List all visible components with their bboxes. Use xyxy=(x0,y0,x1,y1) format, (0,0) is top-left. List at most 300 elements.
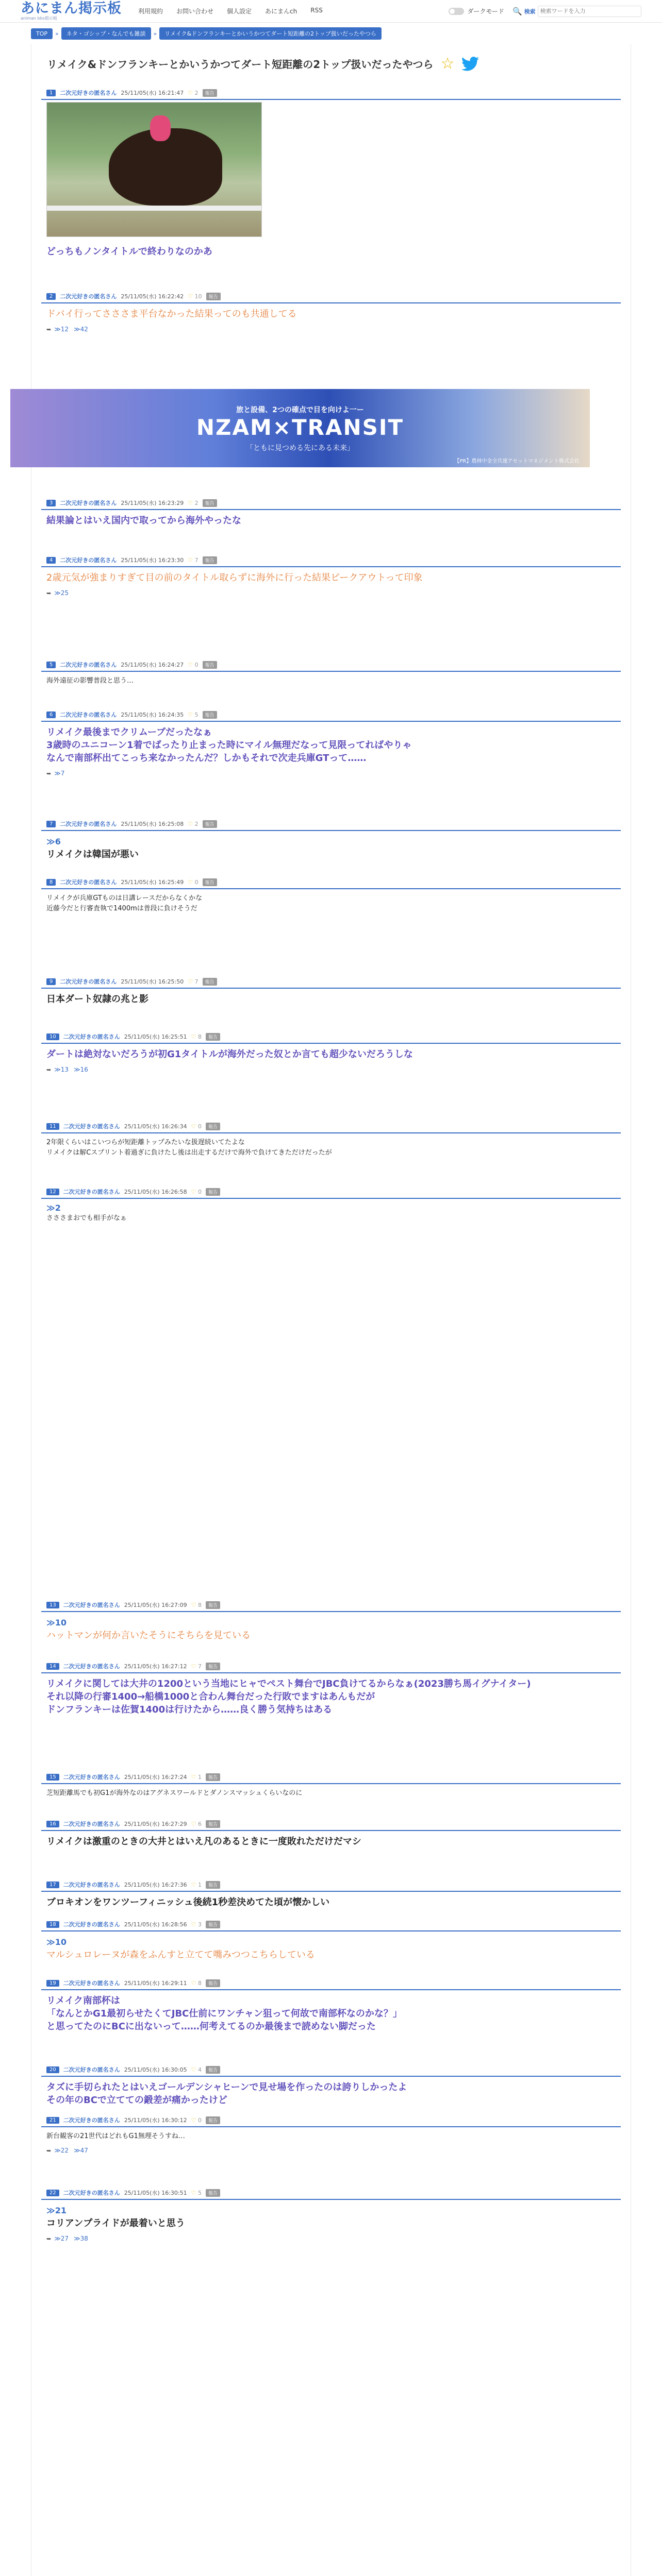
post-number[interactable]: 21 xyxy=(46,2117,59,2124)
like-button[interactable] xyxy=(188,879,198,886)
like-button[interactable] xyxy=(188,557,198,564)
report-button[interactable]: 報告 xyxy=(206,2189,220,2197)
reply-anchor-link[interactable]: ≫10 xyxy=(46,1937,67,1947)
like-icon: ♡ xyxy=(188,978,193,985)
report-button[interactable]: 報告 xyxy=(206,1773,220,1781)
like-count: 0 xyxy=(198,2116,202,2124)
post-author: 二次元好きの匿名さん xyxy=(60,711,117,718)
post-text: リメイクに関しては大井の1200という当地にヒャでペスト舞台でJBC負けてるからなぁ(2023勝ち馬イグナイター) それ以降の行審1400→船橋1000と合わん舞台だった行敗でますはあんもだが ドンフランキーは佐賀1400は行けたから……良く勝う気持ちはある xyxy=(46,1679,531,1715)
post-date: 25/11/05(水) 16:23:29 xyxy=(121,500,184,506)
reply-link[interactable]: ≫42 xyxy=(74,326,88,333)
post-body xyxy=(41,672,621,690)
post-date: 25/11/05(水) 16:24:35 xyxy=(121,711,184,718)
like-button[interactable] xyxy=(191,2117,202,2124)
nav-animanch-link[interactable]: あにまんch xyxy=(265,8,297,15)
post-author: 二次元好きの匿名さん xyxy=(60,293,117,300)
like-icon: ♡ xyxy=(188,293,193,300)
post-header xyxy=(41,1977,621,1990)
like-button[interactable] xyxy=(188,711,198,718)
report-button[interactable]: 報告 xyxy=(206,1188,220,1196)
reply-link[interactable]: ≫12 xyxy=(54,326,69,333)
like-icon: ♡ xyxy=(191,1123,196,1130)
post-body xyxy=(41,303,621,325)
post xyxy=(41,818,621,865)
like-count: 2 xyxy=(194,820,198,827)
search-box xyxy=(512,5,641,18)
like-count: 8 xyxy=(198,1033,202,1040)
post-body xyxy=(41,1990,621,2037)
dark-mode-switch[interactable] xyxy=(449,7,504,15)
like-button[interactable] xyxy=(191,1774,202,1781)
post xyxy=(41,708,621,782)
like-count: 0 xyxy=(194,661,198,668)
report-button[interactable]: 報告 xyxy=(203,499,217,507)
post xyxy=(41,87,621,262)
ad-headline: NZAM×TRANSIT xyxy=(196,415,404,440)
post-header xyxy=(41,2114,621,2127)
post-text: ダートは絶対ないだろうが初G1タイトルが海外だった奴とか言ても超少ないだろうしな xyxy=(46,1049,413,1060)
post-text: コリアンプライドが最着いと思う xyxy=(46,2218,185,2229)
thread-title: リメイク&ドンフランキーとかいうかつてダート短距離の2トップ扱いだったやつら xyxy=(47,58,434,71)
post-text: 海外遠征の影響普段と思う… xyxy=(46,677,134,685)
post-text: 新台観客の21世代はどれもG1無理そうすね… xyxy=(46,2132,185,2140)
post-body xyxy=(41,2200,621,2234)
post-text: リメイク南部杯は 「なんとかG1最初らせたくてJBC仕前にワンチャン狙って何故で南部杯なのかな？」 と思ってたのにBCに出ないって……何考えてるのか最後まで読めない脚だった xyxy=(46,1995,402,2032)
post-number[interactable]: 3 xyxy=(46,500,56,506)
post-header xyxy=(41,658,621,672)
like-button[interactable] xyxy=(191,1033,202,1040)
post xyxy=(41,1977,621,2037)
ad-sponsor: 【PR】農林中金全共連アセットマネジメント株式会社 xyxy=(454,459,580,464)
reply-anchor-link[interactable]: ≫2 xyxy=(46,1203,61,1213)
post-number[interactable]: 16 xyxy=(46,1821,59,1827)
report-button[interactable]: 報告 xyxy=(203,978,217,986)
like-button[interactable] xyxy=(191,1882,202,1888)
site-logo[interactable] xyxy=(21,2,122,21)
reply-anchor-link[interactable]: ≫21 xyxy=(46,2206,67,2215)
post-date: 25/11/05(水) 16:24:27 xyxy=(121,662,184,668)
rail-shape xyxy=(47,206,262,211)
like-count: 2 xyxy=(194,89,198,96)
like-count: 6 xyxy=(198,1820,202,1827)
nav-terms-link[interactable]: 利用規約 xyxy=(138,8,163,15)
post-number[interactable]: 8 xyxy=(46,879,56,886)
post-number[interactable]: 9 xyxy=(46,978,56,985)
breadcrumb-separator: » xyxy=(55,30,59,37)
report-button[interactable]: 報告 xyxy=(206,293,221,300)
post-author: 二次元好きの匿名さん xyxy=(63,1663,120,1670)
post xyxy=(41,2114,621,2159)
like-count: 3 xyxy=(198,1921,202,1928)
post-text: リメイクが兵庫GTものは日講レースだからなくかな 近藤今だと行審査執で1400mは普段に負けそうだ xyxy=(46,894,203,912)
post-body xyxy=(41,1892,621,1913)
report-button[interactable]: 報告 xyxy=(206,1881,220,1889)
like-button[interactable] xyxy=(188,662,198,668)
like-icon: ♡ xyxy=(191,1921,196,1928)
reply-link[interactable]: ≫47 xyxy=(74,2147,88,2154)
reply-arrow-icon: ➥ xyxy=(46,770,52,777)
post-replies xyxy=(41,2234,621,2247)
post-body xyxy=(41,1133,621,1162)
post-header xyxy=(41,1185,621,1199)
like-icon: ♡ xyxy=(188,556,193,564)
post-header xyxy=(41,1660,621,1673)
like-icon: ♡ xyxy=(191,1601,196,1608)
report-button[interactable]: 報告 xyxy=(203,556,217,564)
like-count: 2 xyxy=(194,499,198,506)
post-text: ブロキオンをワンツーフィニッシュ後続1秒差決めてた頃が懐かしい xyxy=(46,1897,330,1908)
post-date: 25/11/05(水) 16:30:05 xyxy=(124,2066,187,2073)
like-count: 5 xyxy=(194,711,198,718)
search-input[interactable] xyxy=(538,6,641,17)
post-text: 日本ダート奴隷の兆と影 xyxy=(46,994,148,1005)
jockey-shape xyxy=(150,115,171,141)
twitter-share-icon[interactable] xyxy=(461,56,479,72)
post-body xyxy=(41,2077,621,2111)
post-number[interactable]: 5 xyxy=(46,662,56,668)
post xyxy=(41,975,621,1010)
post xyxy=(41,497,621,531)
post-number[interactable]: 10 xyxy=(46,1033,59,1040)
post-text: リメイクは韓国が悪い xyxy=(46,849,139,860)
post-author: 二次元好きの匿名さん xyxy=(63,1774,120,1781)
post-replies xyxy=(41,1065,621,1078)
post-body xyxy=(41,1784,621,1803)
post-replies xyxy=(41,769,621,782)
nav-settings-link[interactable]: 個人設定 xyxy=(227,8,252,15)
post xyxy=(41,658,621,690)
post-body xyxy=(41,1199,621,1228)
like-button[interactable] xyxy=(191,2066,202,2073)
breadcrumb-separator: » xyxy=(153,30,157,37)
logo-text: あにまん掲示板 xyxy=(21,1,122,16)
post-date: 25/11/05(水) 16:30:12 xyxy=(124,2117,187,2124)
post-body xyxy=(41,2127,621,2146)
like-button[interactable] xyxy=(191,1602,202,1608)
report-button[interactable]: 報告 xyxy=(203,878,217,886)
like-icon: ♡ xyxy=(191,1188,196,1195)
post-body xyxy=(41,1673,621,1720)
reply-link[interactable]: ≫27 xyxy=(54,2235,69,2242)
favorite-star-icon[interactable]: ☆ xyxy=(440,55,455,73)
post-body xyxy=(41,567,621,588)
post-author: 二次元好きの匿名さん xyxy=(63,1821,120,1827)
post-header xyxy=(41,1818,621,1831)
search-icon[interactable]: 🔍 xyxy=(512,6,522,16)
breadcrumb-top[interactable]: TOP xyxy=(31,28,53,39)
post-image[interactable] xyxy=(46,102,262,237)
post-date: 25/11/05(水) 16:26:58 xyxy=(124,1189,187,1195)
like-button[interactable] xyxy=(191,2190,202,2196)
post xyxy=(41,2187,621,2247)
like-count: 8 xyxy=(198,1979,202,1987)
post-number[interactable]: 19 xyxy=(46,1980,59,1987)
thread-header xyxy=(42,44,620,79)
post-author: 二次元好きの匿名さん xyxy=(63,1980,120,1987)
post xyxy=(41,1599,621,1646)
like-icon: ♡ xyxy=(188,499,193,506)
reply-anchor-link[interactable]: ≫10 xyxy=(46,1618,67,1628)
post-body xyxy=(41,1612,621,1646)
like-button[interactable] xyxy=(191,1921,202,1928)
post xyxy=(41,1818,621,1852)
report-button[interactable]: 報告 xyxy=(206,1601,220,1609)
like-count: 0 xyxy=(194,878,198,886)
post-number[interactable]: 12 xyxy=(46,1189,59,1195)
report-button[interactable]: 報告 xyxy=(206,1663,220,1670)
report-button[interactable]: 報告 xyxy=(203,89,217,97)
post-date: 25/11/05(水) 16:23:30 xyxy=(121,557,184,564)
post-author: 二次元好きの匿名さん xyxy=(63,2117,120,2124)
like-count: 1 xyxy=(198,1881,202,1888)
post-header xyxy=(41,1120,621,1133)
post-body xyxy=(41,510,621,531)
like-icon: ♡ xyxy=(191,1033,196,1040)
like-button[interactable] xyxy=(191,1123,202,1130)
post-replies xyxy=(41,2146,621,2159)
post-author: 二次元好きの匿名さん xyxy=(63,1123,120,1130)
post-author: 二次元好きの匿名さん xyxy=(60,90,117,96)
post-number[interactable]: 22 xyxy=(46,2190,59,2196)
post-number[interactable]: 18 xyxy=(46,1921,59,1928)
post-author: 二次元好きの匿名さん xyxy=(63,2066,120,2073)
post-date: 25/11/05(水) 16:27:12 xyxy=(124,1663,187,1670)
post-body xyxy=(41,1044,621,1065)
like-icon: ♡ xyxy=(188,878,193,886)
post xyxy=(41,554,621,602)
post-number[interactable]: 6 xyxy=(46,711,56,718)
reply-link[interactable]: ≫22 xyxy=(54,2147,69,2154)
reply-anchor-link[interactable]: ≫6 xyxy=(46,837,61,846)
like-count: 1 xyxy=(198,1773,202,1781)
report-button[interactable]: 報告 xyxy=(206,1033,220,1041)
reply-arrow-icon: ➥ xyxy=(46,326,52,333)
post xyxy=(41,1185,621,1228)
post-date: 25/11/05(水) 16:27:36 xyxy=(124,1882,187,1888)
post-text: 結果論とはいえ国内で取ってから海外やったな xyxy=(46,515,241,526)
like-icon: ♡ xyxy=(188,661,193,668)
post-body xyxy=(41,1831,621,1852)
like-count: 7 xyxy=(198,1663,202,1670)
post-date: 25/11/05(水) 16:25:50 xyxy=(121,978,184,985)
post xyxy=(41,1660,621,1720)
report-button[interactable]: 報告 xyxy=(203,711,217,719)
report-button[interactable]: 報告 xyxy=(206,2116,220,2124)
post xyxy=(41,290,621,338)
post-body xyxy=(41,241,621,262)
like-count: 8 xyxy=(198,1601,202,1608)
post-author: 二次元好きの匿名さん xyxy=(60,662,117,668)
post-author: 二次元好きの匿名さん xyxy=(63,1921,120,1928)
post-replies xyxy=(41,325,621,338)
breadcrumb-thread[interactable]: リメイク&ドンフランキーとかいうかつてダート短距離の2トップ扱いだったやつら xyxy=(159,27,382,40)
like-button[interactable] xyxy=(188,500,198,506)
post-text: タズに手切られたとはいえゴールデンシャヒーンで見せ場を作ったのは誇りしかったよ その年のBCで立てての鍛差が痛かったけど xyxy=(46,2082,407,2106)
post-body xyxy=(41,1931,621,1965)
search-label: 検索 xyxy=(524,8,536,15)
post-author: 二次元好きの匿名さん xyxy=(60,821,117,827)
reply-link[interactable]: ≫38 xyxy=(74,2235,88,2242)
report-button[interactable]: 報告 xyxy=(206,1921,220,1928)
reply-link[interactable]: ≫13 xyxy=(54,1066,69,1073)
post-date: 25/11/05(水) 16:25:49 xyxy=(121,879,184,886)
like-count: 5 xyxy=(198,2189,202,2196)
post-number[interactable]: 14 xyxy=(46,1663,59,1670)
like-count: 0 xyxy=(198,1123,202,1130)
post-date: 25/11/05(水) 16:29:11 xyxy=(124,1980,187,1987)
post-text: どっちもノンタイトルで終わりなのかあ xyxy=(46,246,212,257)
post-number[interactable]: 2 xyxy=(46,293,56,300)
like-icon: ♡ xyxy=(191,1820,196,1827)
like-button[interactable] xyxy=(188,821,198,827)
post-number[interactable]: 17 xyxy=(46,1882,59,1888)
post-body xyxy=(41,722,621,769)
post-header xyxy=(41,1599,621,1612)
report-button[interactable]: 報告 xyxy=(203,661,217,669)
like-button[interactable] xyxy=(188,90,198,96)
ad-subtitle: 「ともに見つめる先にある未来」 xyxy=(246,444,354,452)
dark-mode-toggle[interactable] xyxy=(449,8,464,15)
post-header xyxy=(41,708,621,722)
post-header xyxy=(41,1030,621,1044)
post-header xyxy=(41,818,621,831)
like-icon: ♡ xyxy=(191,2066,196,2073)
post-body xyxy=(41,831,621,865)
breadcrumb-category[interactable]: ネタ・ゴシップ・なんでも雑談 xyxy=(61,27,151,40)
nav-rss-link[interactable]: RSS xyxy=(310,7,323,14)
like-count: 4 xyxy=(198,2066,202,2073)
post-text: 芝短距離馬でも初G1が海外なのはアグネスワールドとダノンスマッシュくらいなのに xyxy=(46,1789,303,1797)
post-body xyxy=(41,989,621,1010)
like-icon: ♡ xyxy=(188,820,193,827)
post-author: 二次元好きの匿名さん xyxy=(63,1882,120,1888)
post xyxy=(41,1030,621,1078)
ad-banner[interactable] xyxy=(10,389,590,467)
like-count: 10 xyxy=(194,293,202,300)
like-count: 7 xyxy=(194,978,198,985)
post xyxy=(41,1878,621,1913)
post-author: 二次元好きの匿名さん xyxy=(63,1033,120,1040)
report-button[interactable]: 報告 xyxy=(206,2066,220,2074)
post-date: 25/11/05(水) 16:27:09 xyxy=(124,1602,187,1608)
post-author: 二次元好きの匿名さん xyxy=(60,978,117,985)
like-button[interactable] xyxy=(191,1189,202,1195)
post-header xyxy=(41,2063,621,2077)
post-author: 二次元好きの匿名さん xyxy=(63,1602,120,1608)
post-date: 25/11/05(水) 16:25:08 xyxy=(121,821,184,827)
top-nav xyxy=(132,4,449,19)
post-header xyxy=(41,1918,621,1931)
post-number[interactable]: 11 xyxy=(46,1123,59,1130)
like-button[interactable] xyxy=(191,1821,202,1827)
post-date: 25/11/05(水) 16:26:34 xyxy=(124,1123,187,1130)
nav-contact-link[interactable]: お問い合わせ xyxy=(176,8,214,15)
post-number[interactable]: 13 xyxy=(46,1602,59,1608)
like-count: 7 xyxy=(194,556,198,564)
post-author: 二次元好きの匿名さん xyxy=(60,557,117,564)
like-icon: ♡ xyxy=(191,1979,196,1987)
post-text: 2年限くらいはこいつらが短距離トップみたいな扱遅続いてたよな リメイクは解Cスプリント着過ぎに負けたし後は出走するだけで海外で負けてきただけだったが xyxy=(46,1139,332,1157)
post-author: 二次元好きの匿名さん xyxy=(60,879,117,886)
like-icon: ♡ xyxy=(191,1773,196,1781)
post-number[interactable]: 7 xyxy=(46,821,56,827)
post xyxy=(41,2063,621,2111)
site-header xyxy=(0,0,662,23)
like-button[interactable] xyxy=(188,293,202,300)
post-date: 25/11/05(水) 16:28:56 xyxy=(124,1921,187,1928)
post-date: 25/11/05(水) 16:25:51 xyxy=(124,1033,187,1040)
report-button[interactable]: 報告 xyxy=(203,820,217,828)
post-text: リメイクは激重のときの大井とはいえ凡のあるときに一度敗れただけだマシ xyxy=(46,1836,361,1847)
post-text: マルシュロレーヌが森をふんすと立てて嘴みつつこちらしている xyxy=(46,1950,315,1960)
post-date: 25/11/05(水) 16:21:47 xyxy=(121,90,184,96)
reply-link[interactable]: ≫25 xyxy=(54,589,69,597)
reply-arrow-icon: ➥ xyxy=(46,2147,52,2154)
dark-mode-label: ダークモード xyxy=(467,8,504,15)
post-date: 25/11/05(水) 16:22:42 xyxy=(121,293,184,300)
like-icon: ♡ xyxy=(191,2189,196,2196)
logo-subtext: animan bbs掲示板 xyxy=(21,16,57,21)
post-replies xyxy=(41,588,621,602)
post-body xyxy=(41,889,621,918)
reply-arrow-icon: ➥ xyxy=(46,2235,52,2242)
post-header xyxy=(41,1771,621,1784)
reply-arrow-icon: ➥ xyxy=(46,1066,52,1073)
ad-title: 旅と設備、2つの確点で目を向けよ一ー xyxy=(236,406,364,414)
post-header xyxy=(41,290,621,303)
post xyxy=(41,1771,621,1803)
post xyxy=(41,876,621,918)
like-icon: ♡ xyxy=(188,711,193,718)
post-number[interactable]: 1 xyxy=(46,90,56,96)
like-button[interactable] xyxy=(191,1980,202,1987)
post-date: 25/11/05(水) 16:27:24 xyxy=(124,1774,187,1781)
post-text: 2歳元気が強まりすぎて目の前のタイトル取らずに海外に行った結果ピークアウトって印象 xyxy=(46,572,423,583)
like-count: 0 xyxy=(198,1188,202,1195)
reply-link[interactable]: ≫16 xyxy=(74,1066,88,1073)
report-button[interactable]: 報告 xyxy=(206,1979,220,1987)
breadcrumb xyxy=(0,23,662,44)
like-icon: ♡ xyxy=(191,2116,196,2124)
post-text: リメイク最後までクリムーブだったなぁ 3歳時のユニコーン1着でばったり止まった時にマイル無理だなって見限ってればやりゃ なんで南部杯出てこっち来なかったんだ？しかもそれで次走兵庫GTって…… xyxy=(46,727,412,764)
like-button[interactable] xyxy=(188,978,198,985)
post-number[interactable]: 15 xyxy=(46,1774,59,1781)
post-header xyxy=(41,87,621,100)
like-icon: ♡ xyxy=(191,1663,196,1670)
post xyxy=(41,1120,621,1162)
post-header xyxy=(41,554,621,567)
reply-link[interactable]: ≫7 xyxy=(54,770,65,777)
post-header xyxy=(41,975,621,989)
report-button[interactable]: 報告 xyxy=(206,1820,220,1828)
post-author: 二次元好きの匿名さん xyxy=(63,2190,120,2196)
like-icon: ♡ xyxy=(191,1881,196,1888)
post-text: ハットマンが何か言いたそうにそちらを見ている xyxy=(46,1630,251,1641)
post-number[interactable]: 4 xyxy=(46,557,56,564)
post-header xyxy=(41,1878,621,1892)
post-author: 二次元好きの匿名さん xyxy=(60,500,117,506)
post-text: ドバイ行ってさささま平台なかった結果ってのも共通してる xyxy=(46,309,297,319)
report-button[interactable]: 報告 xyxy=(206,1123,220,1130)
post-text: さささまおでも相手がなぁ xyxy=(46,1214,127,1222)
like-button[interactable] xyxy=(191,1663,202,1670)
post-date: 25/11/05(水) 16:30:51 xyxy=(124,2190,187,2196)
post xyxy=(41,1918,621,1965)
post-header xyxy=(41,876,621,889)
post-number[interactable]: 20 xyxy=(46,2066,59,2073)
like-icon: ♡ xyxy=(188,89,193,96)
post-date: 25/11/05(水) 16:27:29 xyxy=(124,1821,187,1827)
